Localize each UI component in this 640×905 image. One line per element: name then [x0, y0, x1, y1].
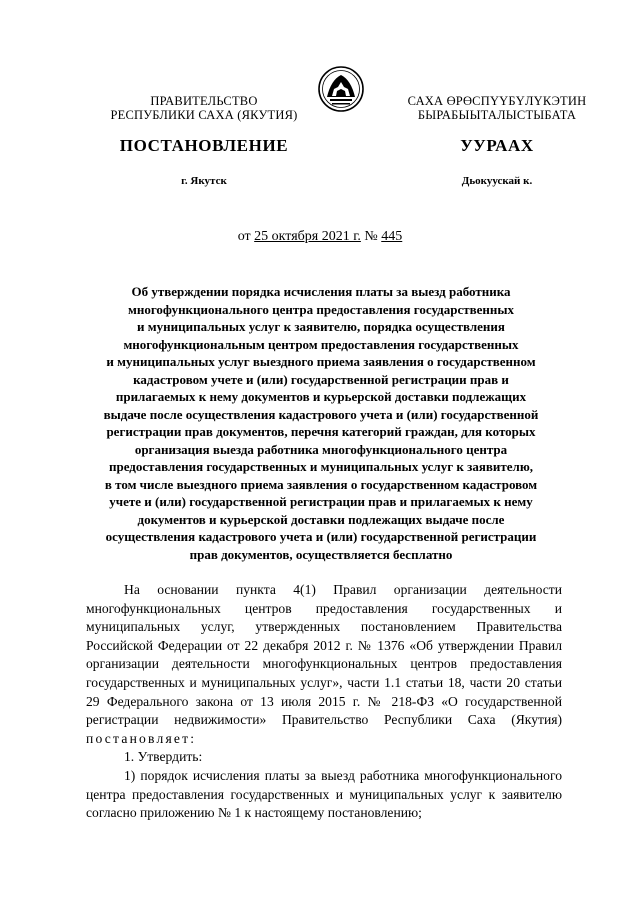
- subject-line: учете и (или) государственной регистрации прав и прилагаемых к нему: [109, 494, 533, 509]
- header-left-line-2: РЕСПУБЛИКИ САХА (ЯКУТИЯ): [110, 108, 298, 122]
- city-russian: г. Якутск: [181, 175, 227, 187]
- subject-line: в том числе выездного приема заявления о государственном кадастровом: [104, 476, 538, 492]
- subject-line: кадастровом учете и (или) государственной регистрации прав и: [133, 371, 509, 387]
- subject-line: Об утверждении порядка исчисления платы за выезд работника: [131, 284, 511, 299]
- subject-line: многофункциональным центром предоставления государственных: [123, 336, 519, 352]
- header-right-line-1: САХА ӨРӨСПYYБYЛYКЭТИН: [407, 94, 587, 108]
- subject-line: организация выезда работника многофункционального центра: [134, 441, 508, 457]
- subject-line: прав документов, осуществляется бесплатно: [189, 546, 453, 562]
- subject-line: и муниципальных услуг к заявителю, порядка осуществления: [137, 319, 505, 334]
- document-body: [86, 581, 562, 823]
- document-type-yakut: УУРААХ: [460, 136, 534, 155]
- clause-1-item-1: 1) порядок исчисления платы за выезд работника многофункционального центра предоставления государственных и муниципальных услуг к заявителю согласно приложению № 1 к настоящему постановлению;: [86, 767, 562, 821]
- subject-line: документов и курьерской доставки подлежащих выдаче после: [137, 511, 505, 527]
- government-name-russian: [96, 94, 312, 122]
- preamble-paragraph: [86, 581, 562, 748]
- government-name-yakut: [392, 94, 602, 122]
- subject-line: регистрации прав документов, перечня категорий граждан, для которых: [106, 424, 536, 439]
- subject-line: осуществления кадастрового учета и (или) государственной регистрации: [105, 529, 537, 544]
- subject-line: прилагаемых к нему документов и курьерской доставки подлежащих: [115, 389, 527, 404]
- date-prefix: от: [237, 229, 255, 244]
- header-left-line-1: ПРАВИТЕЛЬСТВО: [150, 94, 258, 108]
- document-date: 25 октября 2021 г.: [254, 229, 361, 244]
- city-yakut: Дьокуускай к.: [461, 175, 533, 187]
- document-number: 445: [381, 229, 403, 244]
- header-right-line-2: БЫРАБЫЫТАЛЫСТЫБАТА: [417, 108, 577, 122]
- document-date-number: [0, 229, 640, 245]
- preamble-text: На основании пункта 4(1) Правил организации деятельности многофункциональных центров предоставления государственных и муниципальных услуг, утвержденных постановлением Правительства Российской Федерации от 22 декабря 2012 г. № 1376 «Об утверждении Правил организации деятельности многофункциональных центров предоставления государственных и муниципальных услуг», части 1.1 статьи 18, части 20 статьи 29 Федерального закона от 13 июля 2015 г. № 218-ФЗ «О государственной регистрации недвижимости» Правительство Республики Саха (Якутия): [86, 582, 562, 728]
- subject-line: выдаче после осуществления кадастрового учета и (или) государственной: [103, 406, 539, 422]
- number-sign: №: [360, 229, 382, 244]
- subject-line: предоставления государственных и муниципальных услуг к заявителю,: [108, 459, 534, 474]
- resolves-word: постановляет:: [86, 730, 197, 746]
- document-type-russian: ПОСТАНОВЛЕНИЕ: [119, 136, 289, 155]
- document-subject: [86, 283, 556, 563]
- clause-1: 1. Утвердить:: [124, 749, 203, 765]
- subject-line: многофункционального центра предоставления государственных: [127, 301, 515, 317]
- coat-of-arms-emblem: [318, 66, 364, 112]
- subject-line: и муниципальных услуг выездного приема заявления о государственном: [106, 354, 536, 369]
